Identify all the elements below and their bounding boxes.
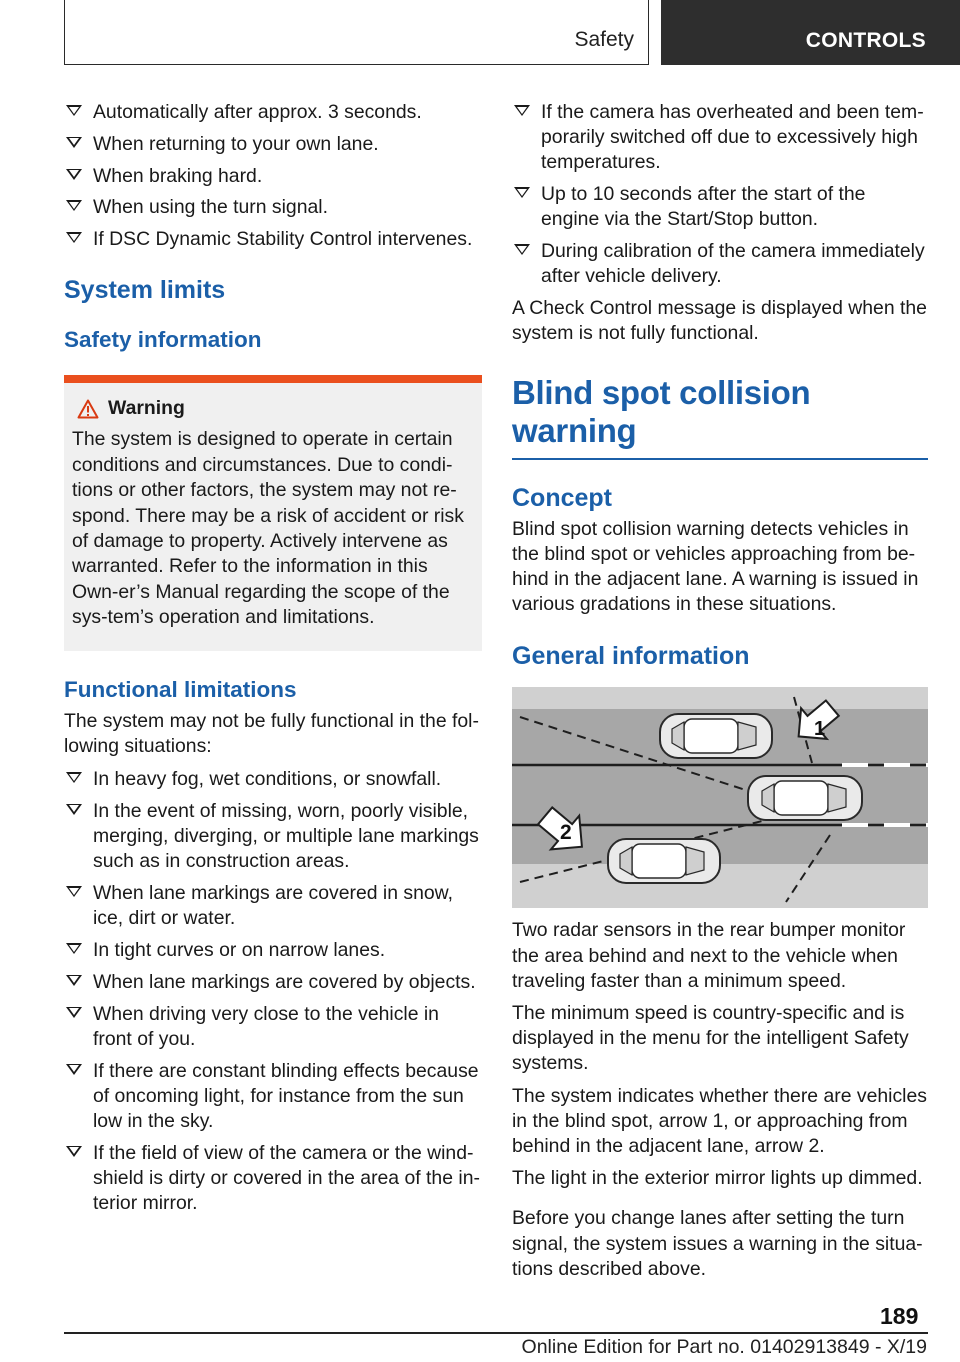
list-item: In tight curves or on narrow lanes. bbox=[64, 938, 482, 963]
triangle-bullet-icon bbox=[66, 105, 82, 116]
list-item: When lane markings are covered by objects. bbox=[64, 970, 482, 995]
car-approaching bbox=[608, 839, 720, 883]
list-item: Up to 10 seconds after the start of the engine via the Start/Stop button. bbox=[512, 182, 928, 232]
functional-intro: The system may not be fully functional in the fol-lowing situations: bbox=[64, 709, 479, 757]
list-item: If DSC Dynamic Stability Control intervenes. bbox=[64, 227, 482, 252]
paragraph-mirror-light: The light in the exterior mirror lights up dimmed. bbox=[512, 1167, 923, 1190]
blind-spot-illustration bbox=[512, 687, 928, 908]
left-column bbox=[64, 100, 482, 1223]
paragraph-lane-change: Before you change lanes after setting the turn signal, the system issues a warning in the situa-tions described above. bbox=[512, 1207, 923, 1280]
warning-box bbox=[64, 375, 482, 650]
paragraph-speed: The minimum speed is country-specific and is displayed in the menu for the intelligent Safety systems. bbox=[512, 1002, 909, 1075]
intro-bullet-list bbox=[64, 100, 482, 252]
heading-underline bbox=[512, 458, 928, 460]
concept-heading: Concept bbox=[512, 483, 612, 512]
concept-text: Blind spot collision warning detects vehicles in the blind spot or vehicles approaching from be-hind in the adjacent lane. A warning is issued in various gradations in these situations. bbox=[512, 517, 919, 616]
list-item: If there are constant blinding effects because of oncoming light, for instance from the sun low in the sky. bbox=[64, 1059, 482, 1135]
arrow-2-label: 2 bbox=[560, 821, 572, 845]
triangle-bullet-icon bbox=[66, 200, 82, 211]
list-item: If the camera has overheated and been tem-porarily switched off due to excessively high temperatures. bbox=[512, 100, 928, 176]
chapter-title: CONTROLS bbox=[805, 29, 926, 52]
list-item: When returning to your own lane. bbox=[64, 132, 482, 157]
warning-title: Warning bbox=[108, 397, 185, 420]
list-item: When lane markings are covered in snow, ice, dirt or water. bbox=[64, 881, 482, 931]
list-item: If the field of view of the camera or the wind-shield is dirty or covered in the area of the in-terior mirror. bbox=[64, 1141, 482, 1217]
system-limits-heading: System limits bbox=[64, 276, 226, 305]
general-information-heading: General information bbox=[512, 642, 750, 671]
footer-edition: Online Edition for Part no. 01402913849 - X/19 bbox=[521, 1336, 927, 1358]
triangle-bullet-icon bbox=[514, 187, 530, 198]
paragraph-radar: Two radar sensors in the rear bumper monitor the area behind and next to the vehicle when traveling faster than a minimum speed. bbox=[512, 919, 906, 992]
warning-title-row bbox=[72, 397, 474, 420]
triangle-bullet-icon bbox=[66, 943, 82, 954]
triangle-bullet-icon bbox=[66, 1007, 82, 1018]
car-own-vehicle bbox=[748, 776, 862, 820]
list-item: During calibration of the camera immediately after vehicle delivery. bbox=[512, 239, 928, 289]
section-title: Safety bbox=[574, 28, 634, 51]
triangle-bullet-icon bbox=[66, 1064, 82, 1075]
triangle-bullet-icon bbox=[514, 244, 530, 255]
camera-bullet-list bbox=[512, 100, 928, 290]
footer-rule bbox=[64, 1332, 928, 1334]
functional-bullet-list bbox=[64, 767, 482, 1216]
list-item: In the event of missing, worn, poorly visible, merging, diverging, or multiple lane markings such as in construction areas. bbox=[64, 799, 482, 875]
blind-spot-heading: Blind spot collision warning bbox=[512, 373, 811, 449]
triangle-bullet-icon bbox=[66, 169, 82, 180]
triangle-bullet-icon bbox=[66, 804, 82, 815]
list-item: When using the turn signal. bbox=[64, 195, 482, 220]
triangle-bullet-icon bbox=[66, 975, 82, 986]
right-column bbox=[512, 100, 928, 1282]
triangle-bullet-icon bbox=[514, 105, 530, 116]
page-number: 189 bbox=[880, 1303, 919, 1329]
list-item: In heavy fog, wet conditions, or snowfall. bbox=[64, 767, 482, 792]
header-chapter-tab bbox=[661, 0, 960, 65]
triangle-bullet-icon bbox=[66, 772, 82, 783]
functional-limitations-heading: Functional limitations bbox=[64, 676, 297, 702]
safety-information-heading: Safety information bbox=[64, 327, 262, 353]
paragraph-indication: The system indicates whether there are vehicles in the blind spot, arrow 1, or approaching from behind in the adjacent lane, arrow 2. bbox=[512, 1084, 927, 1158]
car-blind-spot bbox=[660, 714, 772, 758]
triangle-bullet-icon bbox=[66, 137, 82, 148]
triangle-bullet-icon bbox=[66, 886, 82, 897]
list-item: When driving very close to the vehicle in front of you. bbox=[64, 1002, 482, 1052]
list-item: When braking hard. bbox=[64, 164, 482, 189]
arrow-1-label: 1 bbox=[814, 718, 826, 741]
warning-text: The system is designed to operate in certain conditions and circumstances. Due to condi-tions or other factors, the system may not re-spond. There may be a risk of accident or risk of damage to property. Actively intervene as warranted. Refer to the information in this Own-er’s Manual regarding the scope of the sys-tem’s operation and limitations. bbox=[72, 428, 464, 629]
warning-triangle-icon bbox=[69, 399, 107, 419]
triangle-bullet-icon bbox=[66, 1146, 82, 1157]
list-item: Automatically after approx. 3 seconds. bbox=[64, 100, 482, 125]
header-section-tab bbox=[64, 0, 649, 65]
check-control-text: A Check Control message is displayed when the system is not fully functional. bbox=[512, 297, 927, 345]
triangle-bullet-icon bbox=[66, 232, 82, 243]
